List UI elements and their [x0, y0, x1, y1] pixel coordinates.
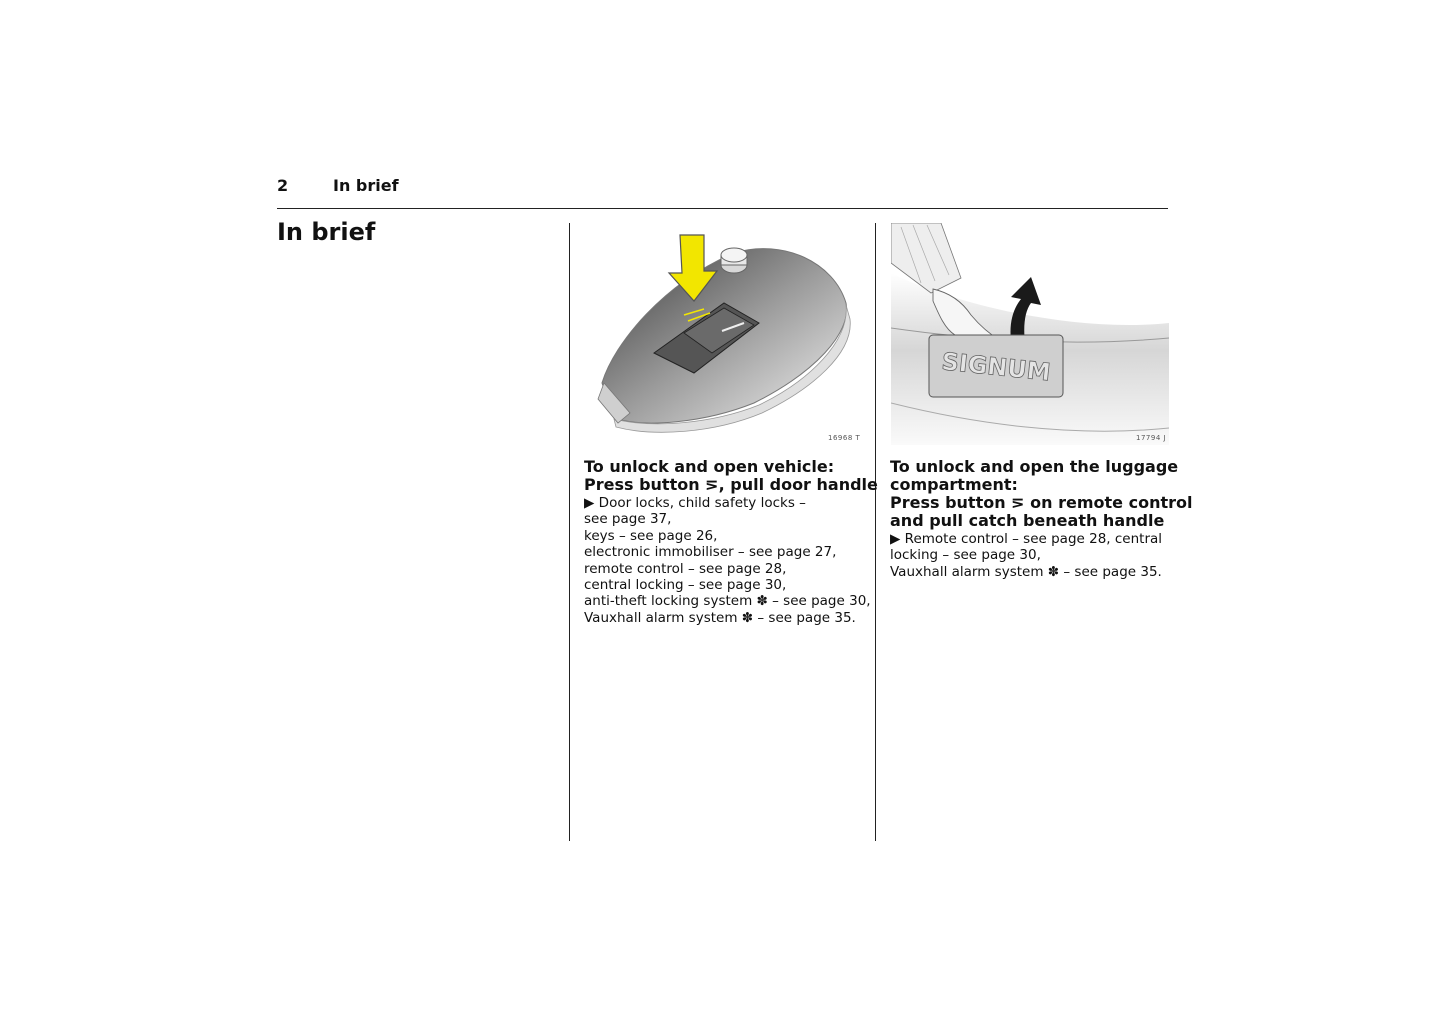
key-fob-illustration	[584, 223, 862, 445]
header-rule	[277, 208, 1168, 209]
reference-line: locking – see page 30,	[890, 547, 1041, 564]
reference-line: ▶ Remote control – see page 28, central	[890, 531, 1163, 547]
reference-line: remote control – see page 28,	[584, 560, 787, 577]
reference-line: electronic immobiliser – see page 27,	[584, 544, 837, 561]
heading-line: and pull catch beneath handle	[890, 511, 1165, 530]
reference-line: ▶ Door locks, child safety locks –	[584, 495, 806, 511]
unlock-vehicle-block	[584, 458, 878, 626]
signum-badge-text: SIGNUM	[940, 347, 1052, 387]
figure-number-2: 17794 J	[1136, 434, 1167, 442]
heading-line: Press button ⋝ on remote control	[890, 493, 1193, 512]
reference-line: Vauxhall alarm system ✽ – see page 35.	[584, 609, 856, 626]
unlock-luggage-block	[890, 458, 1192, 580]
page-number: 2	[277, 176, 289, 195]
tailgate-illustration	[891, 223, 1169, 445]
heading-line: Press button ⋝, pull door handle	[584, 475, 878, 494]
reference-line: keys – see page 26,	[584, 527, 718, 544]
reference-line: Vauxhall alarm system ✽ – see page 35.	[890, 563, 1162, 580]
reference-line: anti-theft locking system ✽ – see page 30,	[584, 593, 871, 610]
heading-line: To unlock and open the luggage	[890, 457, 1179, 476]
running-title: In brief	[333, 176, 399, 195]
reference-line: central locking – see page 30,	[584, 577, 787, 594]
heading-line: To unlock and open vehicle:	[584, 457, 835, 476]
section-title: In brief	[277, 218, 376, 246]
reference-line: see page 37,	[584, 511, 672, 528]
heading-line: compartment:	[890, 475, 1018, 494]
column-divider-left	[569, 223, 570, 841]
figure-number-1: 16968 T	[828, 434, 861, 442]
